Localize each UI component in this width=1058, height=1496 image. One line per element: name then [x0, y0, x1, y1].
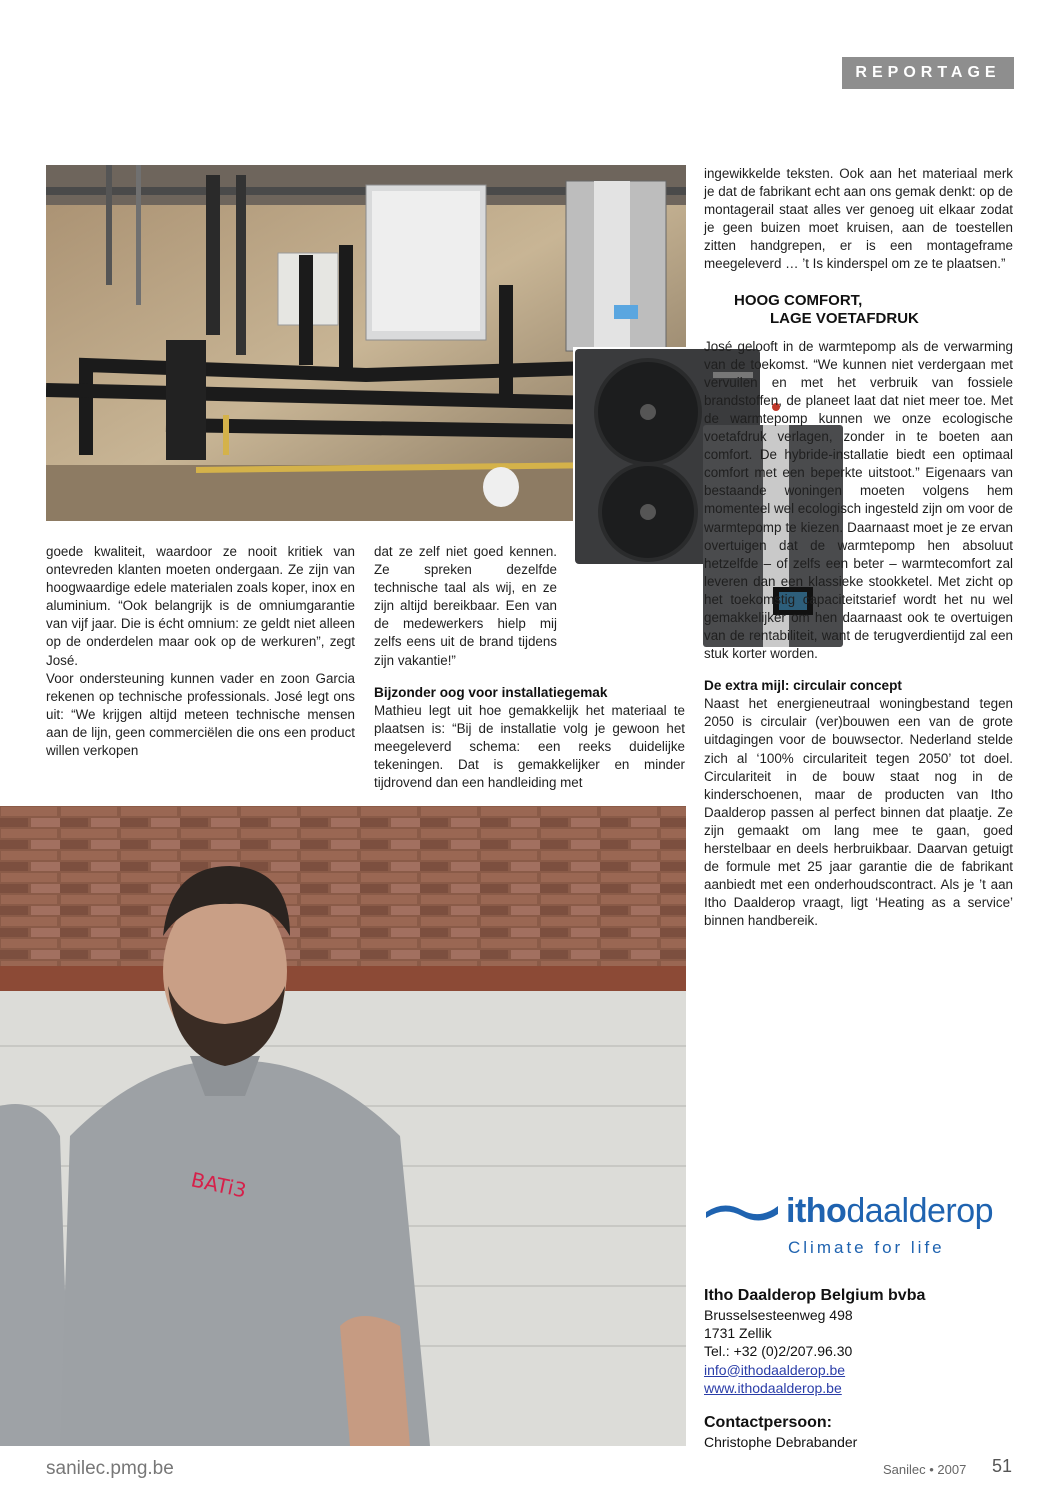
footer-issue: Sanilec • 2007	[883, 1462, 967, 1477]
col3-paragraph-bottom: Naast het energieneutraal woningbestand tegen 2050 is circulair (ver)bouwen een van de grote uitdagingen voor de bouwsector. Nederland stelde zich al ‘100% circulariteit tegen 2050’ tot doel. Circulariteit in de bouw staat nog in de kinderschoenen, maar de producten van Itho Daalderop passen al perfect binnen dat plaatje. Ze zijn gemaakt om lang mee te gaan, goed herstelbaar en deels herbruikbaar. Daarvan getuigt de formule met 25 jaar garantie die de fabrikant aanbiedt met een onderhoudscontract. Als je ’t aan Itho Daalderop vraagt, ligt ‘Heating as a service’ binnen handbereik.	[704, 696, 1013, 929]
page-number: 51	[992, 1456, 1013, 1476]
col2-subheading: Bijzonder oog voor installatiegemak	[374, 684, 608, 700]
address-city: 1731 Zellik	[704, 1325, 772, 1342]
contact-person-name: Christophe Debrabander	[704, 1434, 858, 1451]
wave-icon	[704, 1200, 780, 1222]
column-1	[46, 543, 355, 760]
col3-heading	[704, 292, 1013, 328]
logo-wordmark	[786, 1192, 993, 1230]
section-tag: REPORTAGE	[842, 57, 1014, 89]
col3-paragraph-top: ingewikkelde teksten. Ook aan het materiaal merk je dat de fabrikant echt aan ons gemak denkt: op de montagerail staat alles ver genoeg uit elkaar zodat je geen buizen moet kruisen, aan de toestellen zitten handgrepen, er is een montageframe meegeleverd … ’t Is kinderspel om ze te plaatsen.”	[704, 166, 1013, 272]
shirt-print: BATi3	[188, 1167, 249, 1203]
footer-site: sanilec.pmg.be	[46, 1458, 174, 1479]
col3-paragraph-mid: José gelooft in de warmtepomp als de verwarming van de toekomst. “We kunnen niet verdergaan met vervuilen en met het verbruik van fossiele brandstoffen, de planeet laat dat niet meer toe. Met de warmtepomp kunnen we onze ecologische voetafdruk verlagen, zonder in te boeten aan comfort. De hybride-installatie biedt een optimaal comfort met een beperkte uitstoot.” Eigenaars van bestaande woningen moeten volgens hem momenteel wel ecologisch ingesteld zijn om voor de warmtepomp te kiezen. Daarnaast moet je ze ervan overtuigen dat de warmtepomp hen absoluut hetzelfde – of zelfs een beter – warmtecomfort zal leveren dan een klassieke stookketel. Met zicht op het toekomstig capaciteitstarief wordt het nu wel gemakkelijker om hen daarnaast ook te overtuigen van de rentabiliteit, want de terugverdientijd zal een stuk korter worden.	[704, 338, 1013, 662]
column-2	[374, 543, 685, 792]
itho-daalderop-logo	[704, 1192, 1014, 1262]
heading-line-2: LAGE VOETAFDRUK	[770, 309, 919, 327]
address-street: Brusselsesteenweg 498	[704, 1307, 853, 1323]
column-3	[704, 165, 1013, 930]
col2-paragraph-bottom: Mathieu legt uit hoe gemakkelijk het materiaal te plaatsen is: “Bij de installatie volg je gewoon het meegeleverd schema: een reeks duidelijke tekeningen. Dat is gemakkelijker en minder tijdrovend dan een handleiding met	[374, 702, 685, 791]
col1-paragraph: Voor ondersteuning kunnen vader en zoon Garcia rekenen op technische professionals. José legt ons uit: “We krijgen altijd meteen technische mensen aan de lijn, geen commerciëlen die ons een product willen verkopen	[46, 670, 355, 759]
phone-number: Tel.: +32 (0)2/207.96.30	[704, 1343, 853, 1360]
portrait-photo	[0, 806, 686, 1446]
logo-bold: itho	[786, 1192, 847, 1230]
website-link[interactable]: www.ithodaalderop.be	[704, 1379, 842, 1396]
col2-paragraph-top: dat ze zelf niet goed kennen. Ze spreken dezelfde technische taal als wij, en ze zijn altijd bereikbaar. Een van de medewerkers hielp mij zelfs eens uit de brand tijdens zijn vakantie!”	[374, 544, 557, 668]
company-name: Itho Daalderop Belgium bvba	[704, 1287, 926, 1304]
logo-light: daalderop	[846, 1192, 994, 1230]
heading-line-1: HOOG COMFORT,	[734, 291, 863, 309]
col1-paragraph: goede kwaliteit, waardoor ze nooit kritiek van ontevreden klanten moeten ondergaan. Ze zijn van hoogwaardige edele materialen zoals koper, inox en aluminium. “Ook belangrijk is de omniumgarantie van vijf jaar. Die is écht omnium: ze geldt niet alleen op de onderdelen maar ook op de werkuren”, zegt José.	[46, 544, 355, 668]
logo-tagline: Climate for life	[788, 1238, 945, 1257]
col3-subheading: De extra mijl: circulair concept	[704, 678, 902, 694]
contact-person-label: Contactpersoon:	[704, 1414, 832, 1432]
contact-block	[704, 1286, 1014, 1451]
email-link[interactable]: info@ithodaalderop.be	[704, 1361, 846, 1378]
